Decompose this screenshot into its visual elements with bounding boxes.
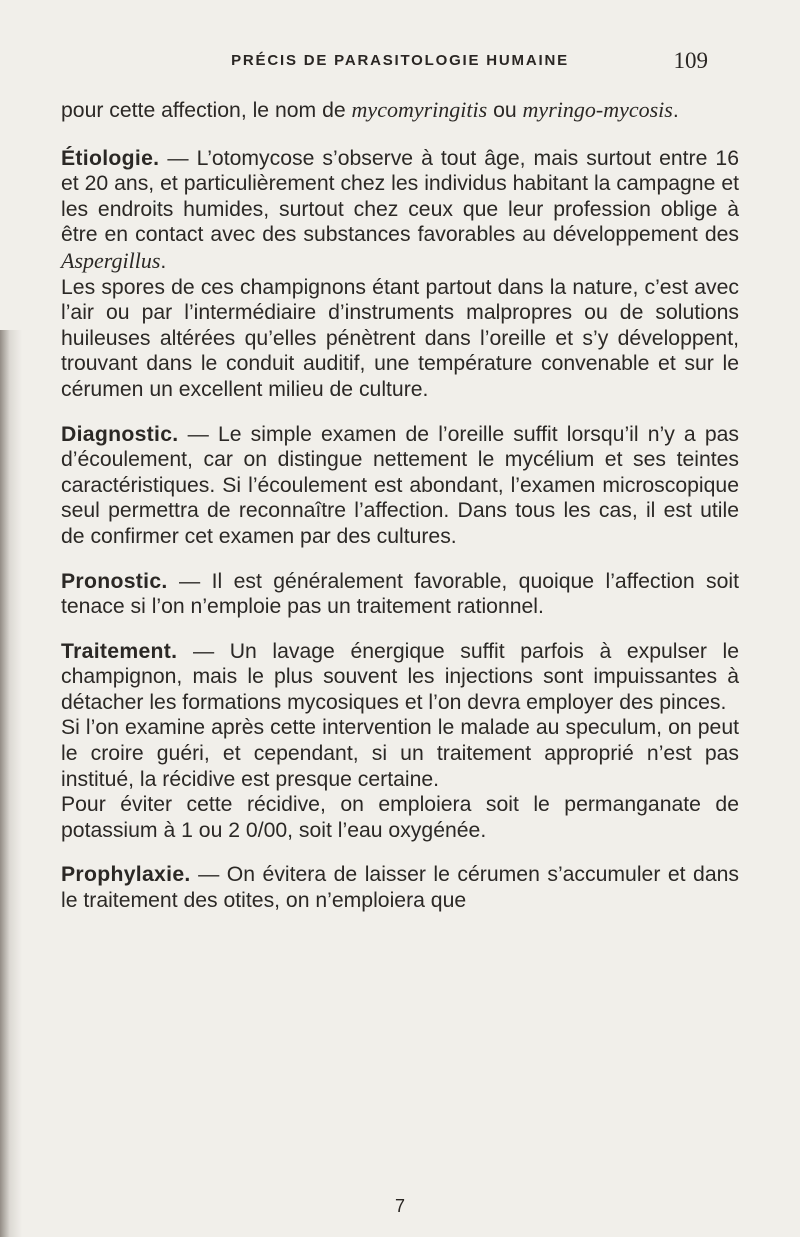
intro-paragraph	[61, 97, 739, 124]
diagnostic-paragraph	[61, 422, 739, 550]
etiologie-paragraph-2: Les spores de ces champignons étant partout dans la nature, c’est avec l’air ou par l’intermédiaire d’instruments malpropres ou de solutions huileuses altérées qu’elles pénètrent dans l’oreille et s’y développent, trouvant dans le conduit auditif, une température convenable et sur le cérumen un excellent milieu de culture.	[61, 275, 739, 401]
prophylaxie-paragraph	[61, 862, 739, 913]
etiologie-paragraph	[61, 146, 739, 275]
prophylaxie-heading: Prophylaxie.	[61, 863, 191, 887]
traitement-heading: Traitement.	[61, 639, 178, 663]
term-mycomyringitis: mycomyringitis	[351, 97, 488, 122]
traitement-paragraph-2: Si l’on examine après cette intervention le malade au speculum, on peut le croire guéri, et cependant, si un traitement approprié n’est pas institué, la récidive est presque certaine.	[61, 716, 739, 791]
signature-mark: 7	[394, 1196, 405, 1216]
intro-end: .	[672, 99, 679, 122]
term-myringomycosis: myringo-mycosis	[522, 97, 673, 122]
etiologie-end: .	[160, 249, 167, 273]
body-text	[61, 97, 739, 914]
diagnostic-heading: Diagnostic.	[61, 422, 179, 446]
page-number: 109	[673, 48, 708, 73]
genus-aspergillus: Aspergillus	[61, 247, 161, 273]
prophylaxie-text: — On évitera de laisser le cérumen s’accumuler et dans le traitement des otites, on n’emploiera que	[61, 863, 739, 913]
traitement-text: — Un lavage énergique suffit parfois à expulser le champignon, mais le plus souvent les injections sont impuissantes à détacher les formations mycosiques et l’on devra employer des pinces.	[61, 639, 739, 714]
running-title: PRÉCIS DE PARASITOLOGIE HUMAINE	[231, 52, 569, 69]
pronostic-text: — Il est généralement favorable, quoique l’affection soit tenace si l’on n’emploie pas un traitement rationnel.	[61, 569, 739, 619]
diagnostic-text: — Le simple examen de l’oreille suffit lorsqu’il n’y a pas d’écoulement, car on distingue nettement le mycélium et ses teintes caractéristiques. Si l’écoulement est abondant, l’examen microscopique seul permettra de reconnaître l’affection. Dans tous les cas, il est utile de confirmer cet examen par des cultures.	[61, 422, 739, 548]
binding-shadow	[0, 330, 22, 1237]
pronostic-paragraph	[61, 569, 739, 620]
etiologie-heading: Étiologie.	[61, 146, 160, 170]
traitement-paragraph	[61, 639, 739, 716]
traitement-paragraph-3: Pour éviter cette récidive, on emploiera soit le permanganate de potassium à 1 ou 2 0/00, soit l’eau oxygénée.	[61, 793, 739, 842]
intro-text: pour cette affection, le nom de	[61, 99, 352, 122]
intro-connector: ou	[487, 99, 523, 122]
etiologie-text: — L’otomycose s’observe à tout âge, mais surtout entre 16 et 20 ans, et particulièrement chez les individus habitant la campagne et les endroits humides, surtout chez ceux que leur profession oblige à être en contact avec des substances favorables au développement des	[61, 146, 739, 247]
page-header	[0, 48, 800, 78]
pronostic-heading: Pronostic.	[61, 569, 168, 593]
